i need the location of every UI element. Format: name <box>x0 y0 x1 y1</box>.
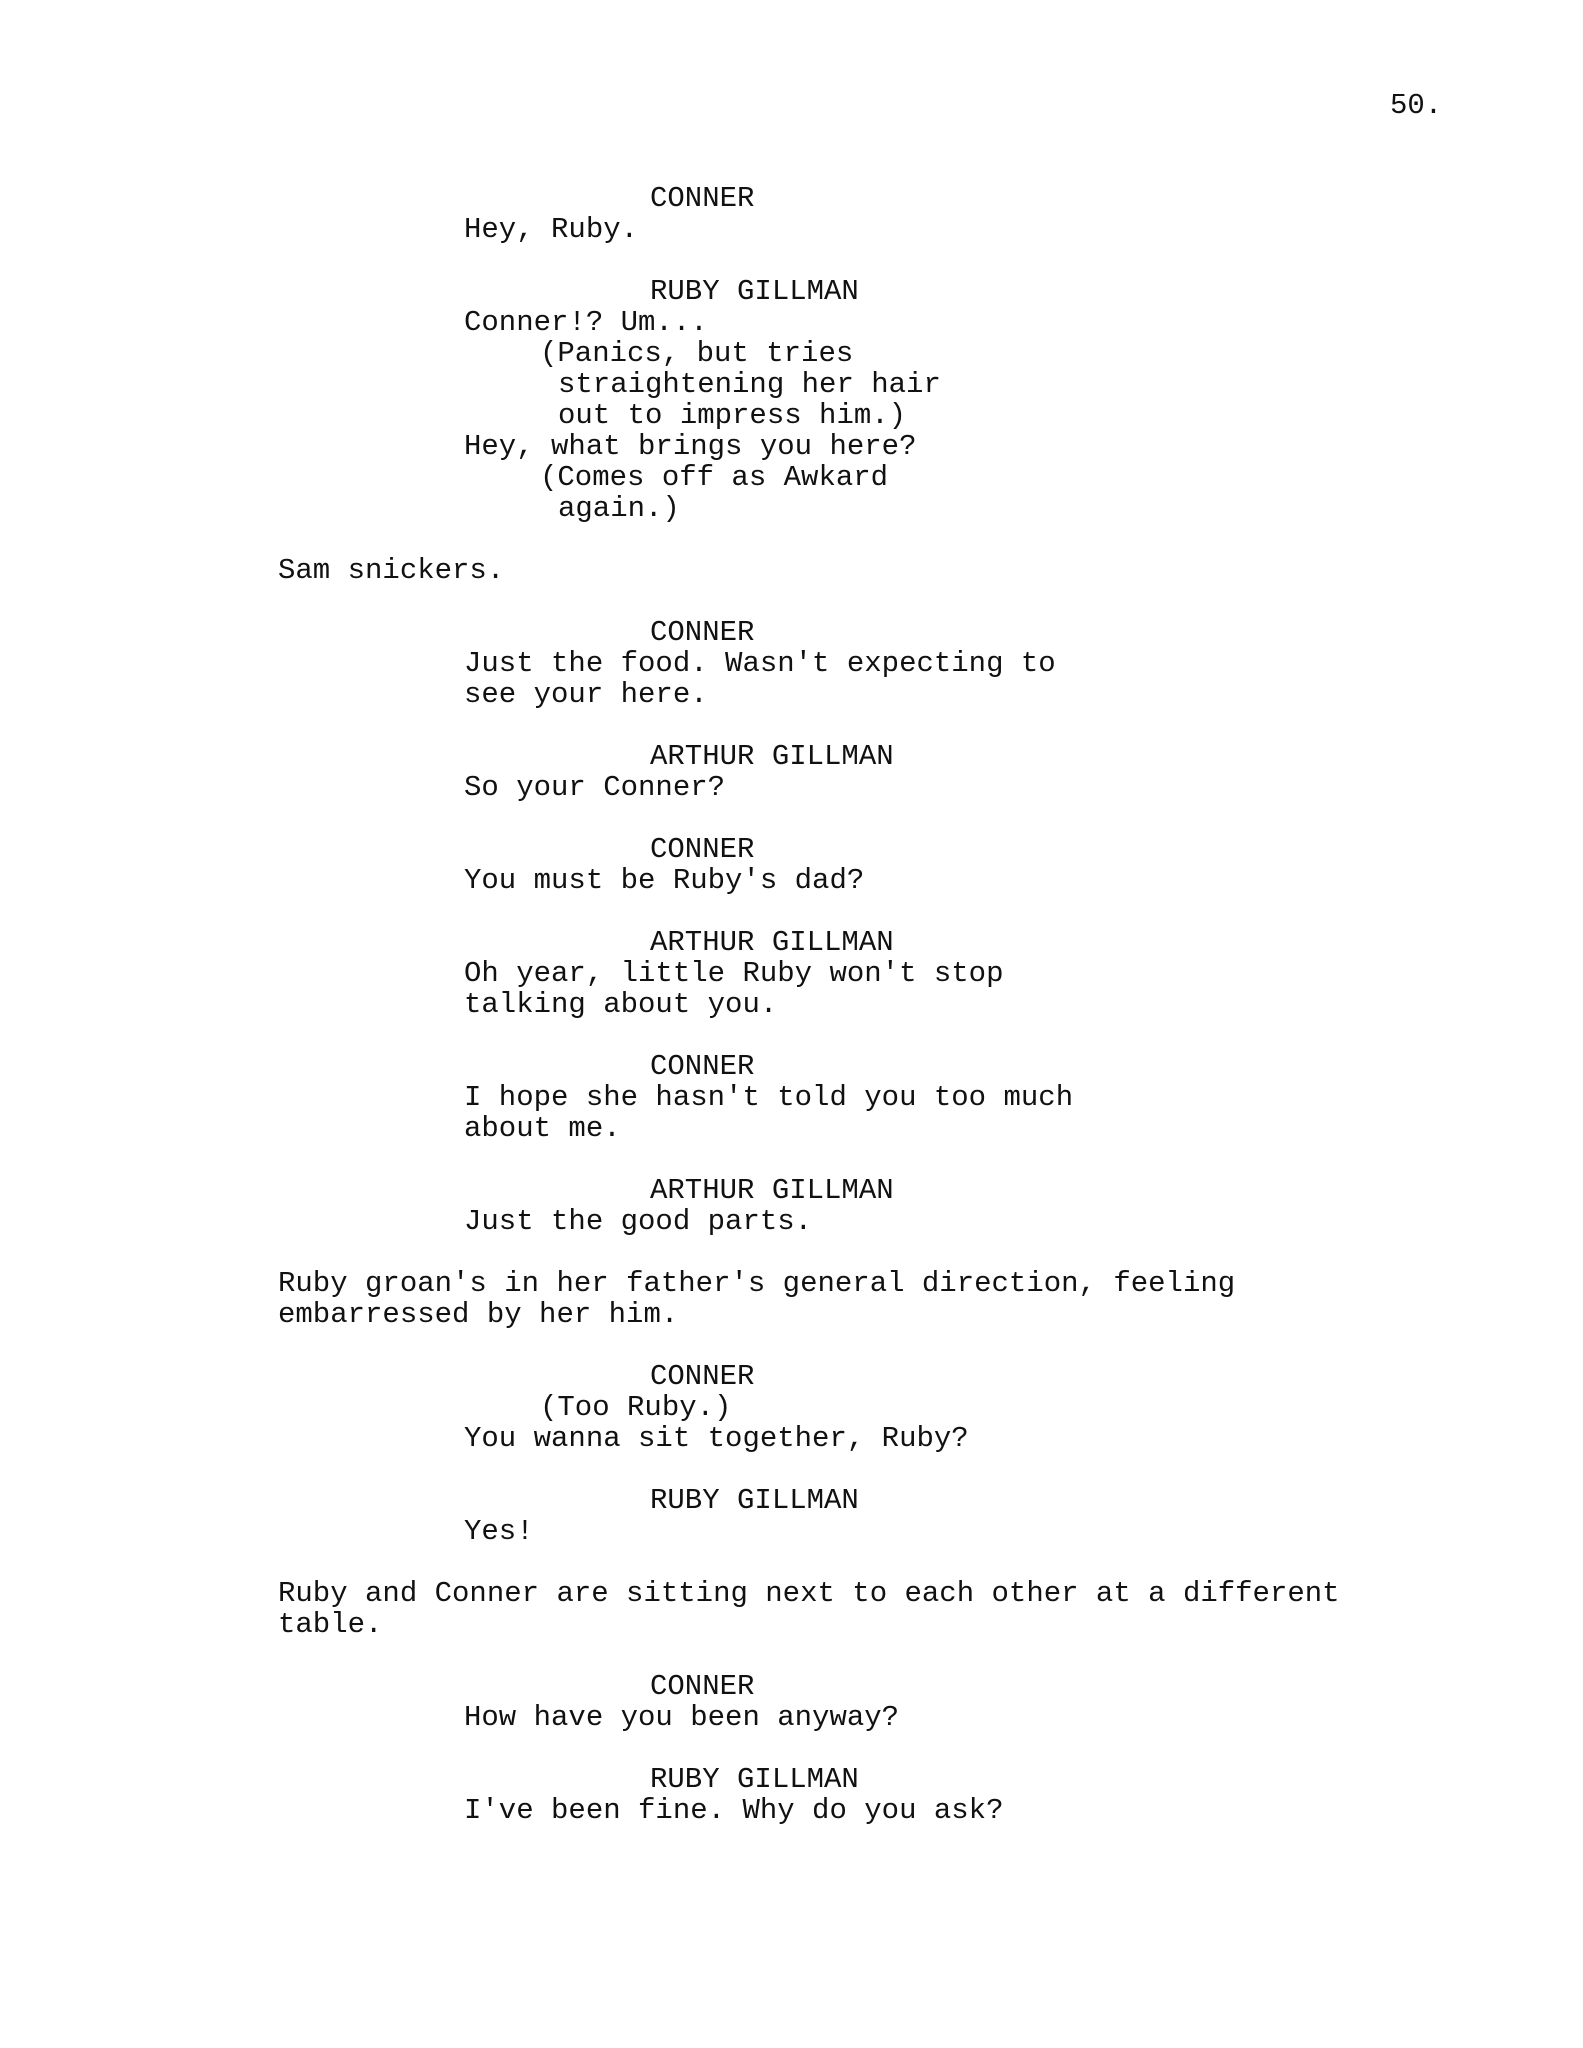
dialogue-line: I hope she hasn't told you too much about me. <box>464 1081 1074 1145</box>
script-body <box>278 183 1418 1857</box>
dialogue-block <box>278 1361 1418 1454</box>
character-name: RUBY GILLMAN <box>650 1763 859 1796</box>
dialogue-block <box>278 1051 1418 1144</box>
dialogue-line: I've been fine. Why do you ask? <box>464 1794 1004 1827</box>
dialogue-line: Yes! <box>464 1515 534 1548</box>
parenthetical: (Comes off as Awkard again.) <box>540 461 889 525</box>
page-number: 50. <box>1390 89 1443 122</box>
dialogue-line: You must be Ruby's dad? <box>464 864 865 897</box>
dialogue-block <box>278 183 1418 245</box>
dialogue-line: Just the good parts. <box>464 1205 813 1238</box>
parenthetical: (Too Ruby.) <box>540 1391 732 1424</box>
dialogue-line: How have you been anyway? <box>464 1701 900 1734</box>
dialogue-block <box>278 927 1418 1020</box>
action-line: Ruby groan's in her father's general direction, feeling embarressed by her him. <box>278 1267 1236 1331</box>
dialogue-block <box>278 834 1418 896</box>
character-name: ARTHUR GILLMAN <box>650 740 894 773</box>
dialogue-block <box>278 1671 1418 1733</box>
dialogue-block <box>278 617 1418 710</box>
dialogue-block <box>278 276 1418 524</box>
character-name: CONNER <box>650 182 755 215</box>
character-name: CONNER <box>650 1670 755 1703</box>
character-name: RUBY GILLMAN <box>650 1484 859 1517</box>
character-name: CONNER <box>650 616 755 649</box>
dialogue-block <box>278 1485 1418 1547</box>
dialogue-line: Just the food. Wasn't expecting to see your here. <box>464 647 1056 711</box>
character-name: ARTHUR GILLMAN <box>650 926 894 959</box>
dialogue-block <box>278 741 1418 803</box>
character-name: RUBY GILLMAN <box>650 275 859 308</box>
character-name: ARTHUR GILLMAN <box>650 1174 894 1207</box>
dialogue-line: Hey, Ruby. <box>464 213 639 246</box>
dialogue-block <box>278 1764 1418 1826</box>
dialogue-line: You wanna sit together, Ruby? <box>464 1422 969 1455</box>
dialogue-line: Conner!? Um... <box>464 306 708 339</box>
action-line: Sam snickers. <box>278 554 505 587</box>
dialogue-block <box>278 1175 1418 1237</box>
parenthetical: (Panics, but tries straightening her hair out to impress him.) <box>540 337 941 432</box>
character-name: CONNER <box>650 833 755 866</box>
dialogue-line: Hey, what brings you here? <box>464 430 917 463</box>
character-name: CONNER <box>650 1360 755 1393</box>
dialogue-line: So your Conner? <box>464 771 726 804</box>
dialogue-line: Oh year, little Ruby won't stop talking about you. <box>464 957 1004 1021</box>
action-line: Ruby and Conner are sitting next to each other at a different table. <box>278 1577 1340 1641</box>
character-name: CONNER <box>650 1050 755 1083</box>
